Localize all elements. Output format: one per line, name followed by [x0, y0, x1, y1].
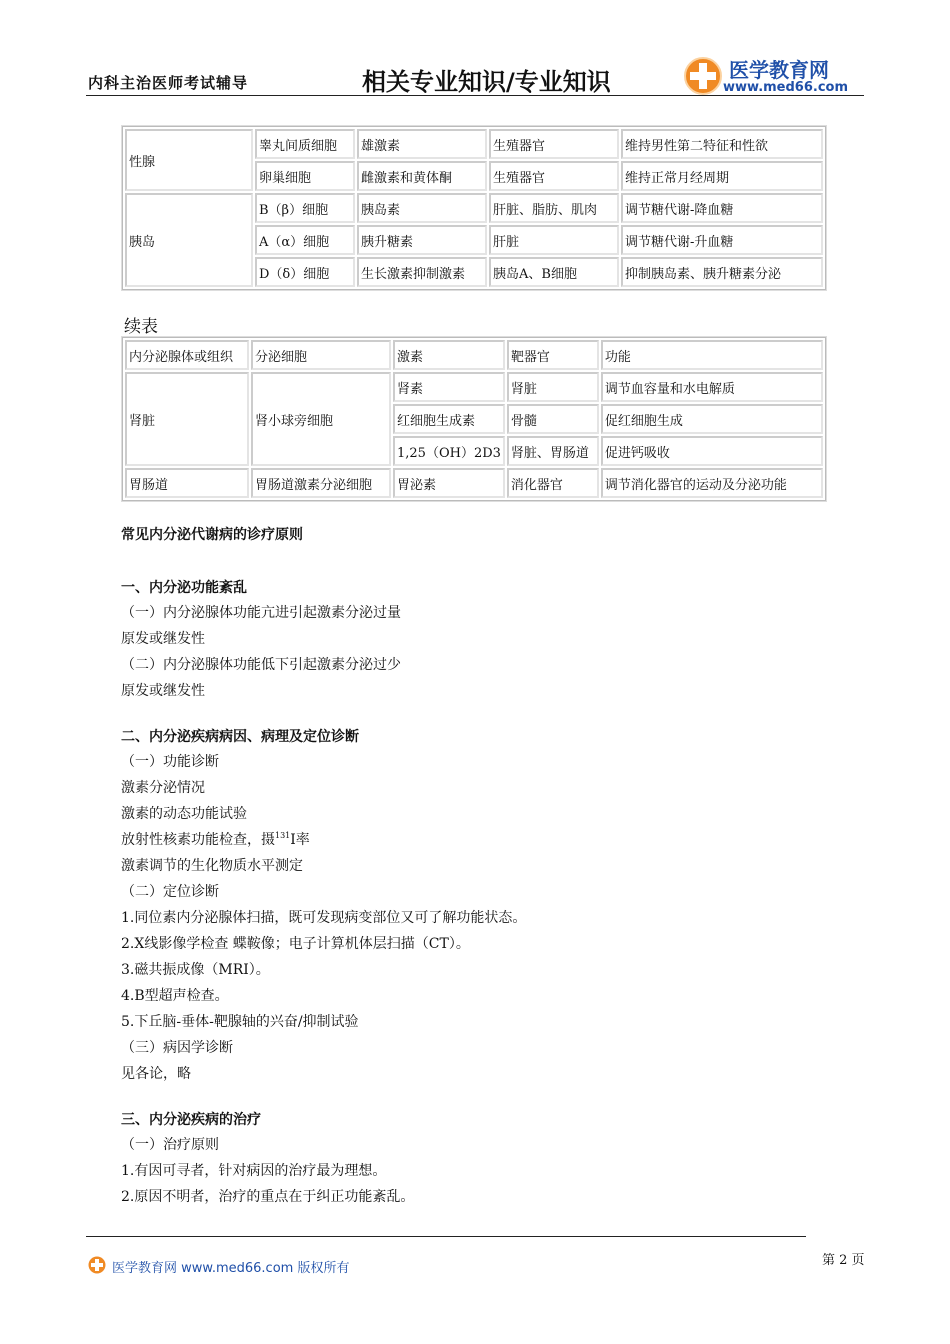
subheading: （二）内分泌腺体功能低下引起激素分泌过少 [121, 657, 401, 673]
table-cell: 肝脏 [489, 225, 619, 255]
table-cell: 雌激素和黄体酮 [357, 161, 487, 191]
list-item: 4.B型超声检查。 [121, 988, 229, 1004]
list-item: 2.X线影像学检查 蝶鞍像；电子计算机体层扫描（CT）。 [121, 936, 470, 952]
subheading: （一）内分泌腺体功能亢进引起激素分泌过量 [121, 605, 401, 621]
list-item: 2.原因不明者，治疗的重点在于纠正功能紊乱。 [121, 1189, 415, 1205]
header-subject-title: 相关专业知识/专业知识 [362, 68, 611, 96]
table-cell: 胰岛素 [357, 193, 487, 223]
table-cell: 消化器官 [507, 468, 599, 498]
section-title: 常见内分泌代谢病的诊疗原则 [121, 527, 303, 543]
subheading: （一）治疗原则 [121, 1137, 219, 1153]
table-cell: 维持正常月经周期 [621, 161, 823, 191]
table-row [125, 372, 823, 402]
table-header-cell: 功能 [601, 340, 823, 370]
paragraph: 原发或继发性 [121, 683, 205, 699]
table-cell: 雄激素 [357, 129, 487, 159]
section-heading-3: 三、内分泌疾病的治疗 [121, 1112, 261, 1128]
footer-copyright: 医学教育网 www.med66.com 版权所有 [112, 1261, 350, 1276]
table-header-cell: 靶器官 [507, 340, 599, 370]
table-cell: 肾素 [393, 372, 505, 402]
list-item: 5.下丘脑-垂体-靶腺轴的兴奋/抑制试验 [121, 1014, 359, 1030]
hormone-table-2 [122, 337, 826, 501]
table-cell: 促红细胞生成 [601, 404, 823, 434]
subheading: （三）病因学诊断 [121, 1040, 233, 1056]
table-cell: 调节糖代谢-降血糖 [621, 193, 823, 223]
table-cell: D（δ）细胞 [255, 257, 355, 287]
paragraph: 激素的动态功能试验 [121, 806, 247, 822]
table-cell: B（β）细胞 [255, 193, 355, 223]
table-header-row [125, 340, 823, 370]
hormone-table-1 [122, 126, 826, 290]
paragraph: 激素调节的生化物质水平测定 [121, 858, 303, 874]
table-cell: 维持男性第二特征和性欲 [621, 129, 823, 159]
table-cell: 调节消化器官的运动及分泌功能 [601, 468, 823, 498]
table-row [125, 129, 823, 159]
table-cell: 卵巢细胞 [255, 161, 355, 191]
text-part: I率 [290, 832, 310, 848]
subheading: （一）功能诊断 [121, 754, 219, 770]
table-header-cell: 内分泌腺体或组织 [125, 340, 249, 370]
table-cell: 骨髓 [507, 404, 599, 434]
table-cell: 生殖器官 [489, 129, 619, 159]
table-header-cell: 激素 [393, 340, 505, 370]
list-item: 1.有因可寻者，针对病因的治疗最为理想。 [121, 1163, 387, 1179]
list-item: 3.磁共振成像（MRI）。 [121, 962, 270, 978]
logo-name: 医学教育网 [729, 58, 829, 82]
table-cell: 胰岛A、B细胞 [489, 257, 619, 287]
table-cell: 生殖器官 [489, 161, 619, 191]
text-part: 放射性核素功能检查，摄 [121, 832, 275, 848]
table-cell: 胰升糖素 [357, 225, 487, 255]
logo-cross-icon [683, 56, 723, 96]
table-cell: 胃肠道 [125, 468, 249, 498]
table-cell: 1,25（OH）2D3 [393, 436, 505, 466]
table-cell: 肝脏、脂肪、肌肉 [489, 193, 619, 223]
header-divider [86, 95, 864, 96]
table-cell: 生长激素抑制激素 [357, 257, 487, 287]
header-course-title: 内科主治医师考试辅导 [88, 74, 249, 92]
table-cell: 促进钙吸收 [601, 436, 823, 466]
table-row [125, 193, 823, 223]
logo-url: www.med66.com [723, 80, 849, 95]
table-cell: 肾小球旁细胞 [251, 372, 391, 466]
paragraph: 激素分泌情况 [121, 780, 205, 796]
subheading: （二）定位诊断 [121, 884, 219, 900]
site-logo [683, 54, 873, 100]
table-cell: 肾脏、胃肠道 [507, 436, 599, 466]
section-heading-1: 一、内分泌功能紊乱 [121, 580, 247, 596]
table-cell: 睾丸间质细胞 [255, 129, 355, 159]
table-cell: A（α）细胞 [255, 225, 355, 255]
table-cell: 肾脏 [125, 372, 249, 466]
table-cell: 调节血容量和水电解质 [601, 372, 823, 402]
isotope-superscript: 131 [275, 831, 291, 840]
page-number: 第 2 页 [822, 1253, 865, 1268]
table-cell: 红细胞生成素 [393, 404, 505, 434]
table-cell: 抑制胰岛素、胰升糖素分泌 [621, 257, 823, 287]
continued-table-label: 续表 [124, 317, 158, 337]
table-cell: 胃肠道激素分泌细胞 [251, 468, 391, 498]
table-cell: 胰岛 [125, 193, 253, 287]
table-cell: 调节糖代谢-升血糖 [621, 225, 823, 255]
table-cell: 胃泌素 [393, 468, 505, 498]
paragraph: 见各论，略 [121, 1066, 191, 1082]
table-cell: 肾脏 [507, 372, 599, 402]
table-header-cell: 分泌细胞 [251, 340, 391, 370]
footer-logo-icon [88, 1256, 106, 1274]
paragraph [121, 829, 310, 849]
footer-divider [86, 1236, 806, 1237]
table-cell: 性腺 [125, 129, 253, 191]
list-item: 1.同位素内分泌腺体扫描，既可发现病变部位又可了解功能状态。 [121, 910, 527, 926]
table-row [125, 468, 823, 498]
paragraph: 原发或继发性 [121, 631, 205, 647]
section-heading-2: 二、内分泌疾病病因、病理及定位诊断 [121, 729, 359, 745]
